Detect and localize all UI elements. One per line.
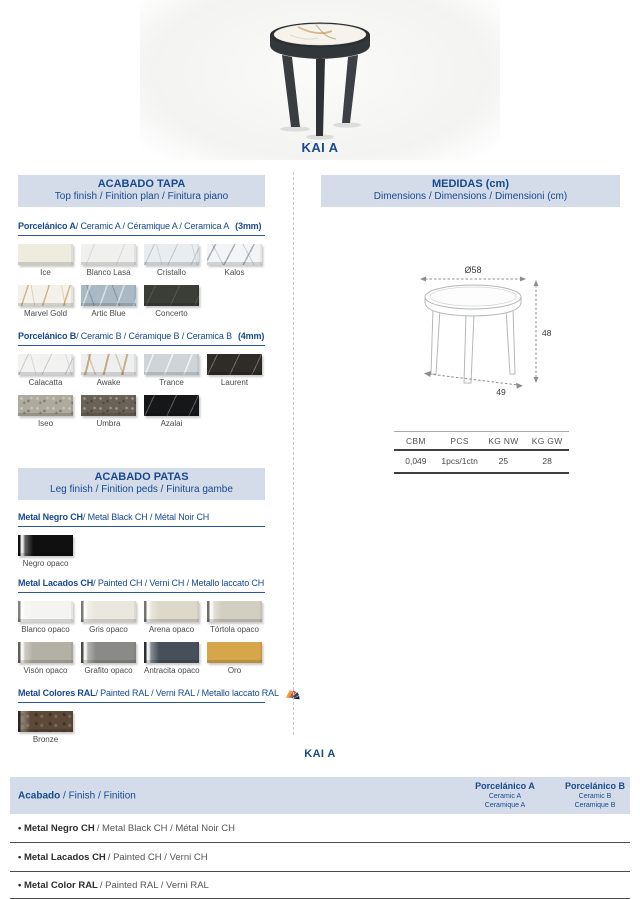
metal-lacados-swatches: [18, 601, 265, 675]
swatch-cell: [18, 601, 73, 634]
page-title: KAI A: [301, 140, 339, 155]
swatch-label: Visón opaco: [23, 666, 68, 675]
material-swatch: [18, 535, 73, 556]
metal-negro-swatches: [18, 535, 265, 568]
material-swatch: [81, 285, 136, 306]
swatch-cell: [18, 244, 73, 277]
availability-row: • Metal Lacados CH / Painted CH / Verni CH: [10, 843, 630, 872]
swatch-cell: [81, 244, 136, 277]
material-swatch: [18, 285, 73, 306]
swatch-label: Trance: [159, 378, 184, 387]
swatch-label: Marvel Gold: [23, 309, 68, 318]
leg-finish-title: ACABADO PATAS: [94, 471, 189, 483]
material-swatch: [144, 285, 199, 306]
swatch-cell: [207, 244, 262, 277]
material-swatch: [207, 244, 262, 265]
availability-title: KAI A: [304, 748, 336, 760]
swatch-cell: [144, 244, 199, 277]
swatch-cell: [81, 285, 136, 318]
top-finish-subtitle: Top finish / Finition plan / Finitura piano: [54, 191, 229, 202]
material-swatch: [207, 354, 262, 375]
spec-table-headers: [394, 431, 569, 451]
swatch-cell: [18, 395, 73, 428]
material-swatch: [18, 711, 73, 732]
swatch-label: Kalos: [224, 268, 245, 277]
dimensions-title: MEDIDAS (cm): [431, 178, 509, 190]
swatch-cell: [81, 354, 136, 387]
material-swatch: [207, 642, 262, 663]
spec-table-values: [394, 451, 569, 474]
availability-header-left: Acabado / Finish / Finition: [18, 790, 136, 801]
material-swatch: [81, 354, 136, 375]
availability-row: • Metal Color RAL / Painted RAL / Verni RAL: [10, 872, 630, 899]
swatch-cell: [18, 354, 73, 387]
column-divider: [293, 172, 294, 735]
swatch-label: Calacatta: [28, 378, 63, 387]
swatch-label: Bronze: [32, 735, 59, 744]
height-label: 48: [542, 328, 552, 338]
availability-column-porcelanico-a: Porcelánico A Ceramic A Ceramique A: [475, 781, 535, 809]
spec-header: KG GW: [531, 436, 563, 446]
top-finish-header: [18, 175, 265, 207]
spec-value: 25: [498, 456, 509, 466]
spec-table: [394, 431, 569, 474]
material-swatch: [144, 601, 199, 622]
swatch-label: Blanco opaco: [21, 625, 70, 634]
material-swatch: [144, 354, 199, 375]
availability-header-bar: [10, 777, 630, 814]
swatch-label: Gris opaco: [89, 625, 128, 634]
table-leg: [316, 59, 325, 136]
swatch-cell: [81, 601, 136, 634]
depth-label: 49: [496, 387, 506, 397]
swatch-label: Grafito opaco: [84, 666, 133, 675]
swatch-label: Tórtola opaco: [210, 625, 259, 634]
swatch-label: Negro opaco: [22, 559, 69, 568]
material-swatch: [207, 601, 262, 622]
swatch-cell: [144, 354, 199, 387]
swatch-label: Umbra: [96, 419, 121, 428]
swatch-label: Laurent: [220, 378, 249, 387]
spec-value: 1pcs/1ctn: [441, 456, 478, 466]
swatch-cell: [18, 642, 73, 675]
swatch-label: Concerto: [155, 309, 188, 318]
swatch-label: Cristallo: [157, 268, 186, 277]
swatch-cell: [207, 642, 262, 675]
material-swatch: [18, 601, 73, 622]
table-leg: [342, 55, 358, 123]
swatch-label: Iseo: [37, 419, 54, 428]
availability-column-porcelanico-b: Porcelánico B Ceramic B Ceramique B: [564, 781, 626, 809]
dimension-drawing: [408, 252, 558, 397]
metal-lacados-label: Metal Lacados CH / Painted CH / Verni CH / Metallo laccato CH: [18, 578, 265, 593]
swatch-cell: [144, 285, 199, 318]
porcelanico-b-swatches: [18, 354, 265, 428]
dimensions-column: [321, 175, 620, 735]
diameter-label: Ø58: [464, 265, 482, 275]
swatch-cell: [18, 711, 73, 744]
swatch-cell: [207, 601, 262, 634]
swatch-label: Antracita opaco: [144, 666, 200, 675]
top-finish-title: ACABADO TAPA: [97, 178, 186, 190]
swatch-label: Oro: [227, 666, 242, 675]
swatch-cell: [18, 535, 73, 568]
availability-rows: [10, 814, 630, 899]
product-photo: [220, 5, 420, 155]
spec-value: 28: [542, 456, 552, 466]
table-leg: [282, 55, 300, 127]
swatch-cell: [144, 642, 199, 675]
swatch-cell: [81, 395, 136, 428]
swatch-cell: [81, 642, 136, 675]
porcelanico-a-label: Porcelánico A / Ceramic A / Céramique A / Ceramica A (3mm): [18, 221, 265, 236]
material-swatch: [18, 642, 73, 663]
swatch-cell: [144, 395, 199, 428]
swatch-label: Azalai: [160, 419, 183, 428]
porcelanico-b-label: Porcelánico B / Ceramic B / Céramique B / Ceramica B (4mm): [18, 331, 265, 346]
material-swatch: [81, 244, 136, 265]
swatch-label: Blanco Lasa: [86, 268, 131, 277]
material-swatch: [81, 642, 136, 663]
spec-header: PCS: [450, 436, 469, 446]
material-swatch: [81, 395, 136, 416]
swatch-label: Arena opaco: [148, 625, 195, 634]
material-swatch: [18, 395, 73, 416]
dimensions-header: [321, 175, 620, 207]
metal-ral-swatches: [18, 711, 265, 744]
material-swatch: [144, 244, 199, 265]
material-swatch: [18, 244, 73, 265]
finishes-column: [18, 175, 279, 744]
material-swatch: [18, 354, 73, 375]
availability-row: • Metal Negro CH / Metal Black CH / Métal Noir CH: [10, 814, 630, 843]
material-swatch: [81, 601, 136, 622]
swatch-cell: [18, 285, 73, 318]
metal-negro-label: Metal Negro CH / Metal Black CH / Métal Noir CH: [18, 512, 265, 527]
spec-header: CBM: [405, 436, 426, 446]
swatch-label: Artic Blue: [91, 309, 126, 318]
spec-header: KG NW: [488, 436, 519, 446]
swatch-cell: [207, 354, 262, 387]
dimensions-subtitle: Dimensions / Dimensions / Dimensioni (cm): [373, 191, 568, 202]
material-swatch: [144, 642, 199, 663]
swatch-cell: [144, 601, 199, 634]
marble-top: [274, 24, 366, 45]
porcelanico-a-swatches: [18, 244, 265, 318]
leg-finish-subtitle: Leg finish / Finition peds / Finitura gambe: [50, 484, 233, 495]
leg-finish-header: [18, 468, 265, 500]
swatch-label: Ice: [40, 268, 51, 277]
material-swatch: [144, 395, 199, 416]
metal-ral-label: Metal Colores RAL / Painted RAL / Verni RAL / Metallo laccato RAL: [18, 687, 265, 703]
spec-value: 0,049: [405, 456, 427, 466]
swatch-label: Awake: [96, 378, 121, 387]
